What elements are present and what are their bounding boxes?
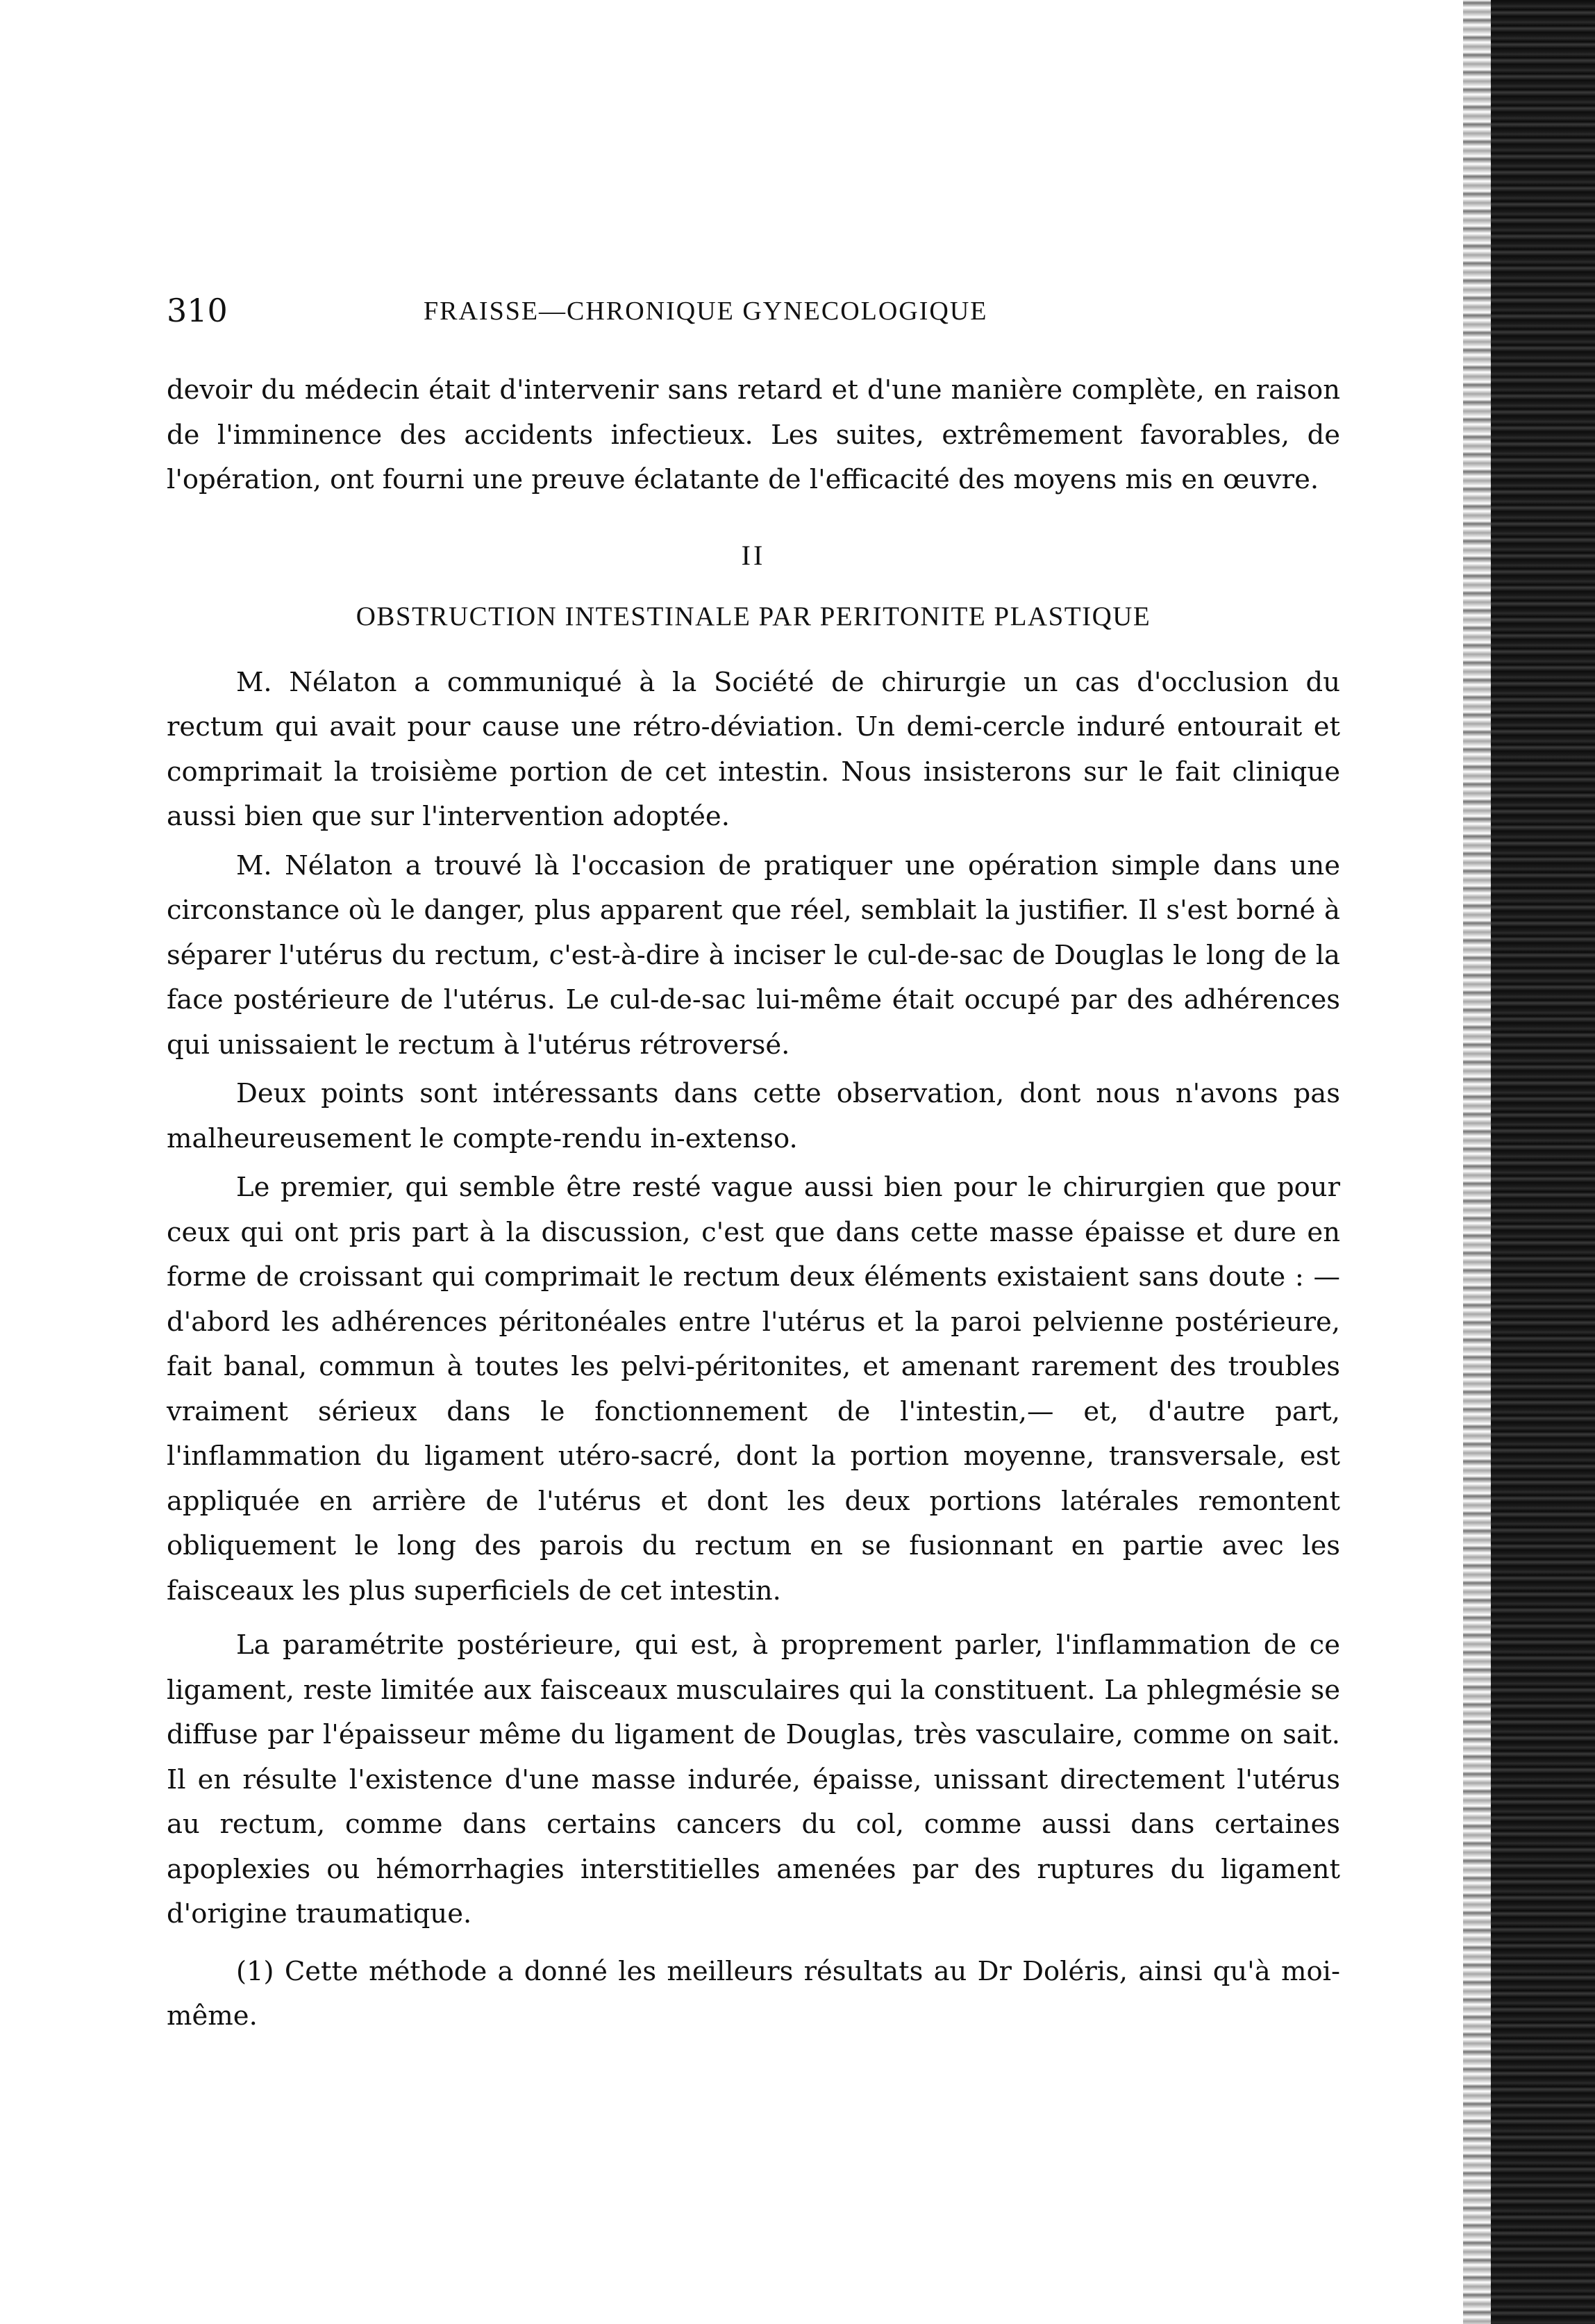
running-head: FRAISSE—CHRONIQUE GYNECOLOGIQUE bbox=[424, 297, 988, 326]
paragraph-3: Deux points sont intéressants dans cette observation, dont nous n'avons pas malheureusement le compte-rendu in-extenso. bbox=[167, 1078, 1340, 1154]
page-number: 310 bbox=[167, 292, 228, 329]
section-title: OBSTRUCTION INTESTINALE PAR PERITONITE PLASTIQUE bbox=[356, 601, 1151, 631]
body-text bbox=[167, 368, 1340, 2039]
paragraph-2: M. Nélaton a trouvé là l'occasion de pratiquer une opération simple dans une circonstance où le danger, plus apparent que réel, semblait la justifier. Il s'est borné à séparer l'utérus du rectum, c'est-à-dire à inciser le cul-de-sac de Douglas le long de la face postérieure de l'utérus. Le cul-de-sac lui-même était occupé par des adhérences qui unissaient le rectum à l'utérus rétroversé. bbox=[167, 849, 1340, 1061]
footnote: (1) Cette méthode a donné les meilleurs résultats au Dr Doléris, ainsi qu'à moi-même. bbox=[167, 1955, 1340, 2032]
paragraph-4: Le premier, qui semble être resté vague aussi bien pour le chirurgien que pour ceux qui ont pris part à la discussion, c'est que dans cette masse épaisse et dure en forme de croissant qui comprimait le rectum deux éléments existaient sans doute : — d'abord les adhérences péritonéales entre l'utérus et la paroi pelvienne postérieure, fait banal, commun à toutes les pelvi-péritonites, et amenant rarement des troubles vraiment sérieux dans le fonctionnement de l'intestin,— et, d'autre part, l'inflammation du ligament utéro-sacré, dont la portion moyenne, transversale, est appliquée en arrière de l'utérus et dont les deux portions latérales remontent obliquement le long des parois du rectum en se fusionnant en partie avec les faisceaux les plus superficiels de cet intestin. bbox=[167, 1172, 1340, 1607]
section-number: II bbox=[741, 539, 766, 571]
intro-paragraph: devoir du médecin était d'intervenir sans retard et d'une manière complète, en raison de l'imminence des accidents infectieux. Les suites, extrêmement favorables, de l'opération, ont fourni une preuve éclatante de l'efficacité des moyens mis en œuvre. bbox=[167, 374, 1340, 495]
paragraph-1: M. Nélaton a communiqué à la Société de chirurgie un cas d'occlusion du rectum qui avait pour cause une rétro-déviation. Un demi-cercle induré entourait et comprimait la troisième portion de cet intestin. Nous insisterons sur le fait clinique aussi bien que sur l'intervention adoptée. bbox=[167, 666, 1340, 832]
scan-binding-edge bbox=[1491, 0, 1595, 2324]
page-header bbox=[167, 292, 1340, 347]
paragraph-5: La paramétrite postérieure, qui est, à proprement parler, l'inflammation de ce ligament, reste limitée aux faisceaux musculaires qui la constituent. La phlegmésie se diffuse par l'épaisseur même du ligament de Douglas, très vasculaire, comme on sait. Il en résulte l'existence d'une masse indurée, épaisse, unissant directement l'utérus au rectum, comme dans certains cancers du col, comme aussi dans certaines apoplexies ou hémorrhagies interstitielles amenées par des ruptures du ligament d'origine traumatique. bbox=[167, 1629, 1340, 1929]
